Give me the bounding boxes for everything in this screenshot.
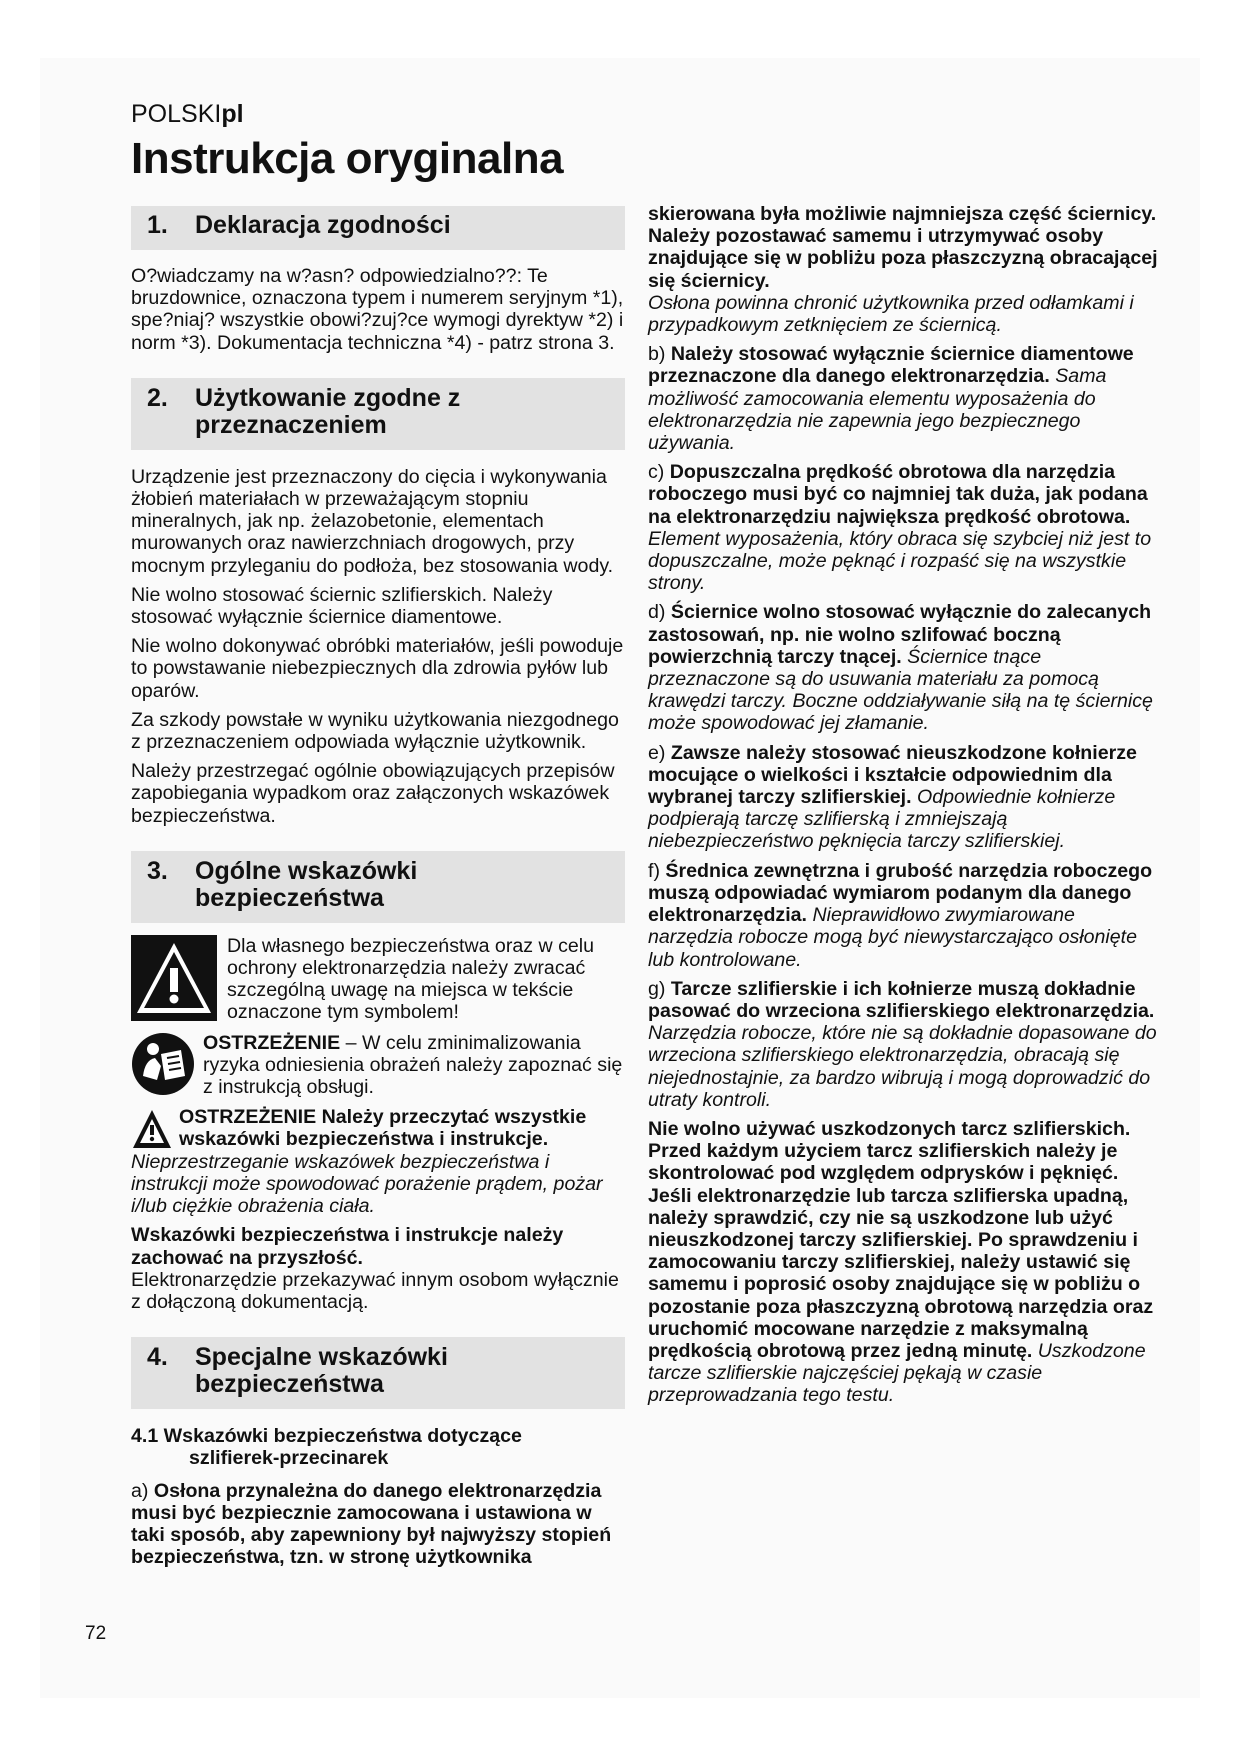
section-2-text-3: Nie wolno dokonywać obróbki materiałów, jeśli powoduje to powstawanie niebezpiecznych dla zdrowia pyłów lub oparów. [131,635,624,702]
rule-e: e) Zawsze należy stosować nieuszkodzone kołnierze mocujące o wielkości i kształcie odpowiednim dla wybranej tarczy szlifierskiej. Odpowiednie kołnierze podpierają tarczę szlifierską i zmniejszają niebezpieczeństwo pęknięcia tarczy szlifierskiej. [648,741,1137,853]
rule-g: g) Tarcze szlifierskie i ich kołnierze muszą dokładnie pasować do wrzeciona szlifierskiego elektronarzędzia. Narzędzia robocze, które nie są dokładnie dopasowane do wrzeciona szlifierskiego elektronarzędzia, obracają się niejednostajnie, za bardzo wibrują i mogą doprowadzić do utraty kontroli. [648,977,1157,1111]
section-2-text-4: Za szkody powstałe w wyniku użytkowania niezgodnego z przeznaczeniem odpowiada wyłącznie użytkownik. [131,708,619,754]
small-warning-icon [131,1108,173,1150]
manual-read-note: OSTRZEŻENIE – W celu zminimalizowania ryzyka odniesienia obrażeń należy zapoznać się z instrukcją obsługi. [131,1032,625,1099]
section-1-header: 1. Deklaracja zgodności [131,206,625,250]
keep-instructions-note: Wskazówki bezpieczeństwa i instrukcje należy zachować na przyszłość. Elektronarzędzie przekazywać innym osobom wyłącznie z dołączoną dokumentacją. [131,1224,619,1313]
warning-symbol-note: Dla własnego bezpieczeństwa oraz w celu ochrony elektronarzędzia należy zwracać szczególną uwagę na miejsca w tekście oznaczone tym symbolem! [131,935,625,1024]
section-4-header: 4. Specjalne wskazówki bezpieczeństwa [131,1337,625,1409]
rule-b: b) Należy stosować wyłącznie ściernice diamentowe przeznaczone dla danego elektronarzędzia. Sama możliwość zamocowania elementu wyposażenia do elektronarzędzia nie zapewnia jego bezpiecznego używania. [648,343,1134,455]
rule-damaged-discs: Nie wolno używać uszkodzonych tarcz szlifierskich. Przed każdym użyciem tarcz szlifierskich należy je skontrolować pod względem odprysków i pęknięć. Jeśli elektronarzędzie lub tarcza szlifierska upadną, należy sprawdzić, czy nie są uszkodzone lub użyć nieuszkodzonej tarczy szlifierskiej. Po sprawdzeniu i zamocowaniu tarczy szlifierskiej, należy ustawić się samemu i poprosić osoby znajdujące się w pobliżu o pozostanie poza płaszczyzną obrotową narzędzia oraz uruchomić mocowane narzędzie z maksymalną prędkością obrotową przez jedną minutę. Uszkodzone tarcze szlifierskie najczęściej pękają w czasie przeprowadzania tego testu. [648,1117,1154,1407]
section-2-header: 2. Użytkowanie zgodne z przeznaczeniem [131,378,625,450]
rule-a: a) Osłona przynależna do danego elektronarzędzia musi być bezpiecznie zamocowana i ustawiona w taki sposób, aby zapewniony był najwyższy stopień bezpieczeństwa, tzn. w stronę użytkownika [131,1479,612,1569]
section-2-text-2: Nie wolno stosować ściernic szlifierskich. Należy stosować wyłącznie ściernice diamentowe. [131,583,553,629]
subsection-4-1-heading: 4.1 Wskazówki bezpieczeństwa dotyczące szlifierek-przecinarek [131,1425,522,1470]
page-number: 72 [85,1623,107,1644]
section-1-text: O?wiadczamy na w?asn? odpowiedzialno??: Te bruzdownice, oznaczona typem i numerem seryjnym *1), spe?niaj? wszystkie obowi?zuj?ce wymogi dyrektyw *2) i norm *3). Dokumentacja techniczna *4) - patrz strona 3. [131,265,624,354]
read-manual-icon [131,1032,195,1096]
warning-read-instructions: OSTRZEŻENIE Należy przeczytać wszystkie wskazówki bezpieczeństwa i instrukcje. Nieprzestrzeganie wskazówek bezpieczeństwa i instrukcji może spowodować porażenie prądem, pożar i/lub ciężkie obrażenia ciała. [131,1106,603,1218]
section-2-text-5: Należy przestrzegać ogólnie obowiązujących przepisów zapobiegania wypadkom oraz załączonych wskazówek bezpieczeństwa. [131,760,615,827]
rule-c: c) Dopuszczalna prędkość obrotowa dla narzędzia roboczego musi być co najmniej tak duża, jak podana na elektronarzędziu największa prędkość obrotowa. Element wyposażenia, który obraca się szybciej niż jest to dopuszczalne, może pęknąć i rozpaść się na wszystkie strony. [648,461,1152,595]
rule-a-continued: skierowana była możliwie najmniejsza część ściernicy. Należy pozostawać samemu i utrzymywać osoby znajdujące się w pobliżu poza płaszczyzną obracającej się ściernicy. Osłona powinna chronić użytkownika przed odłamkami i przypadkowym zetknięciem ze ściernicą. [648,203,1158,337]
language-label: POLSKIpl [131,100,244,128]
warning-triangle-icon [131,935,217,1021]
page-title: Instrukcja oryginalna [131,134,564,183]
section-2-text-1: Urządzenie jest przeznaczony do cięcia i wykonywania żłobień materiałach w przeważającym stopniu mineralnych, jak np. żelazobetonie, elementach murowanych oraz nawierzchniach drogowych, przy mocnym przyleganiu do podłoża, bez stosowania wody. [131,465,614,577]
left-column [131,206,625,1575]
section-3-header: 3. Ogólne wskazówki bezpieczeństwa [131,851,625,923]
rule-f: f) Średnica zewnętrzna i grubość narzędzia roboczego muszą odpowiadać wymiarom podanym dla danego elektronarzędzia. Nieprawidłowo zwymiarowane narzędzia robocze mogą być niewystarczająco osłonięte lub kontrolowane. [648,859,1153,971]
right-column [648,203,1158,1414]
rule-d: d) Ściernice wolno stosować wyłącznie do zalecanych zastosowań, np. nie wolno szlifować boczną powierzchnią tarczy tnącej. Ściernice tnące przeznaczone są do usuwania materiału za pomocą krawędzi tarczy. Boczne oddziaływanie siłą na tę ściernicę może spowodować jej złamanie. [648,601,1153,735]
